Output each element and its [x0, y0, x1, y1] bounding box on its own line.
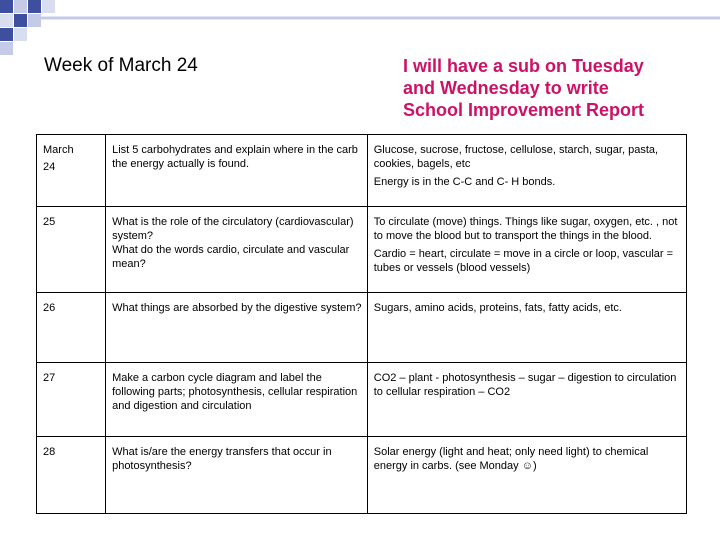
- table-row: [37, 207, 687, 293]
- date-text: March: [43, 144, 74, 156]
- answer-text: To circulate (move) things. Things like sugar, oxygen, etc. , not to move the blood but to transport the things in the blood.: [373, 216, 678, 242]
- week-title: Week of March 24: [44, 55, 198, 76]
- question-cell: [106, 293, 368, 363]
- date-text: 26: [43, 302, 56, 314]
- announcement: [403, 55, 703, 121]
- question-text: Make a carbon cycle diagram and label the following parts; photosynthesis, cellular respiration and digestion and circulation: [112, 372, 358, 412]
- question-cell: [106, 363, 368, 437]
- answer-text: Cardio = heart, circulate = move in a circle or loop, vascular = tubes or vessels (blood vessels): [373, 248, 674, 274]
- date-cell: [37, 293, 106, 363]
- announcement-line: I will have a sub on Tuesday: [403, 56, 644, 76]
- answer-cell: [367, 135, 686, 207]
- table-row: [37, 293, 687, 363]
- announcement-line: and Wednesday to write: [403, 78, 609, 98]
- answer-text: Sugars, amino acids, proteins, fats, fatty acids, etc.: [373, 302, 622, 314]
- date-cell: [37, 207, 106, 293]
- answer-text: Energy is in the C-C and C- H bonds.: [373, 176, 556, 188]
- date-cell: [37, 363, 106, 437]
- question-text: What is/are the energy transfers that occur in photosynthesis?: [112, 446, 332, 472]
- schedule-table: [36, 134, 687, 514]
- date-cell: [37, 135, 106, 207]
- answer-cell: [367, 437, 686, 514]
- question-cell: [106, 437, 368, 514]
- answer-text: Glucose, sucrose, fructose, cellulose, starch, sugar, pasta, cookies, bagels, etc: [373, 144, 659, 170]
- question-text: What is the role of the circulatory (cardiovascular) system?: [112, 216, 354, 242]
- table-row: [37, 135, 687, 207]
- question-cell: [106, 135, 368, 207]
- answer-cell: [367, 363, 686, 437]
- answer-cell: [367, 207, 686, 293]
- table-row: [37, 363, 687, 437]
- answer-cell: [367, 293, 686, 363]
- announcement-line: School Improvement Report: [403, 100, 645, 120]
- question-text: List 5 carbohydrates and explain where in the carb the energy actually is found.: [112, 144, 358, 170]
- date-cell: [37, 437, 106, 514]
- date-text: 28: [43, 446, 56, 458]
- corner-decoration: [0, 0, 720, 60]
- answer-text: Solar energy (light and heat; only need light) to chemical energy in carbs. (see Monday ☺): [373, 446, 649, 472]
- question-cell: [106, 207, 368, 293]
- date-text: 24: [43, 161, 56, 173]
- date-text: 25: [43, 216, 56, 228]
- answer-text: CO2 – plant - photosynthesis – sugar – digestion to circulation to cellular respiration – CO2: [373, 372, 677, 398]
- question-text: What things are absorbed by the digestive system?: [112, 302, 362, 314]
- date-text: 27: [43, 372, 56, 384]
- table-row: [37, 437, 687, 514]
- question-text: What do the words cardio, circulate and vascular mean?: [112, 244, 350, 270]
